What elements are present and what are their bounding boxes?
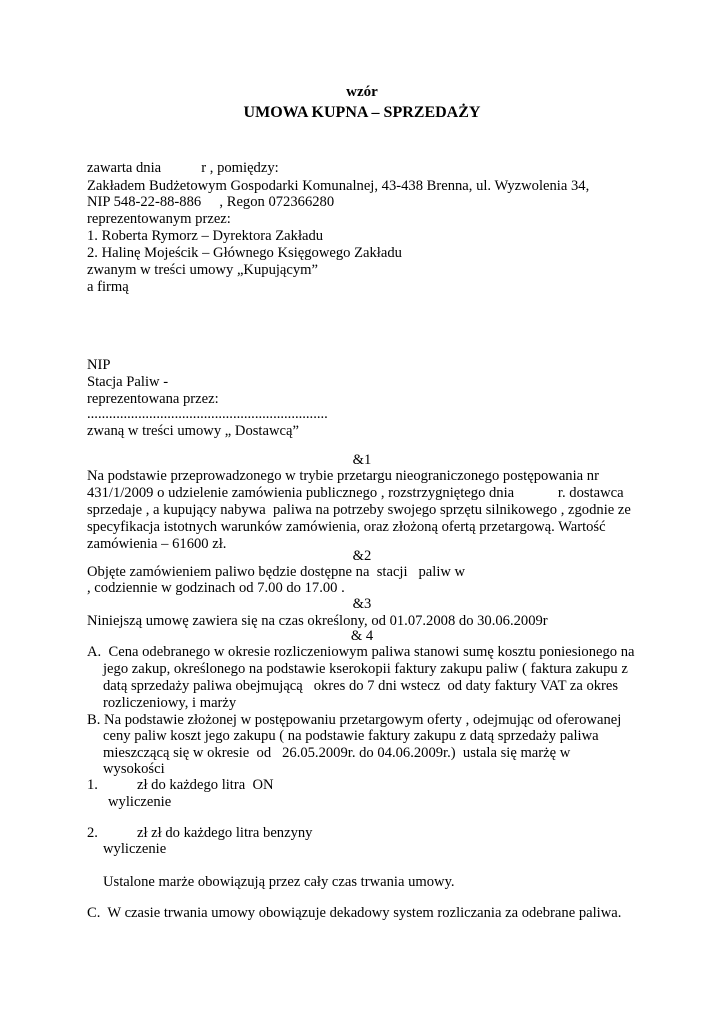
and-company-line: a firmą	[87, 279, 129, 295]
section-1-line: Na podstawie przeprowadzonego w trybie przetargu nieograniczonego postępowania nr	[87, 468, 599, 484]
point-a-line: A. Cena odebranego w okresie rozliczeniowym paliwa stanowi sumę kosztu poniesionego na	[87, 644, 635, 660]
point-a-line: jego zakup, określonego na podstawie kserokopii faktury zakupu paliw ( faktura zakupu z	[103, 661, 628, 677]
section-2-heading: &2	[352, 548, 372, 564]
point-b-line: ceny paliw koszt jego zakupu ( na podstawie faktury zakupu z datą sprzedaży paliwa	[103, 728, 599, 744]
margins-note: Ustalone marże obowiązują przez cały czas trwania umowy.	[103, 874, 455, 890]
point-b-line: B. Na podstawie złożonej w postępowaniu przetargowym oferty , odejmując od oferowanej	[87, 712, 622, 728]
representative-1: 1. Roberta Rymorz – Dyrektora Zakładu	[87, 228, 324, 244]
point-c-line: C. W czasie trwania umowy obowiązuje dekadowy system rozliczania za odebrane paliwa.	[87, 905, 622, 921]
supplier-station-line: Stacja Paliw -	[87, 374, 169, 390]
point-b-line: wysokości	[103, 761, 165, 777]
item-1-number: 1.	[87, 777, 98, 793]
item-1-text: zł do każdego litra ON	[137, 777, 274, 793]
section-1-heading: &1	[352, 452, 372, 468]
item-1-calculation: wyliczenie	[108, 794, 172, 810]
supplier-alias-line: zwaną w treści umowy „ Dostawcą”	[87, 423, 299, 439]
supplier-represented-line: reprezentowana przez:	[87, 391, 219, 407]
buyer-ids-line: NIP 548-22-88-886 , Regon 072366280	[87, 194, 335, 210]
section-2-line: , codziennie w godzinach od 7.00 do 17.00 .	[87, 580, 345, 596]
item-2-text: zł zł do każdego litra benzyny	[137, 825, 313, 841]
document-title: UMOWA KUPNA – SPRZEDAŻY	[243, 104, 481, 121]
section-3-heading: &3	[352, 596, 372, 612]
section-1-line: 431/1/2009 o udzielenie zamówienia publicznego , rozstrzygniętego dnia r. dostawca	[87, 485, 624, 501]
buyer-alias-line: zwanym w treści umowy „Kupującym”	[87, 262, 318, 278]
item-2-calculation: wyliczenie	[103, 841, 167, 857]
section-1-line: sprzedaje , a kupujący nabywa paliwa na potrzeby swojego sprzętu silnikowego , zgodnie ze	[87, 502, 631, 518]
document-label: wzór	[346, 84, 378, 100]
point-b-line: mieszczącą się w okresie od 26.05.2009r. do 04.06.2009r.) ustala się marżę w	[103, 745, 571, 761]
buyer-address-line: Zakładem Budżetowym Gospodarki Komunalnej, 43-438 Brenna, ul. Wyzwolenia 34,	[87, 178, 590, 194]
section-1-line: zamówienia – 61600 zł.	[87, 536, 227, 552]
point-a-line: datą sprzedaży paliwa obejmującą okres do 7 dni wstecz od daty faktury VAT za okres	[103, 678, 619, 694]
representative-2: 2. Halinę Mojeścik – Głównego Księgowego Zakładu	[87, 245, 402, 261]
represented-by-line: reprezentowanym przez:	[87, 211, 231, 227]
supplier-dotted-line: ..................................................................	[87, 406, 328, 422]
section-1-line: specyfikacja istotnych warunków zamówienia, oraz złożoną ofertą przetargową. Wartość	[87, 519, 606, 535]
item-2-number: 2.	[87, 825, 98, 841]
section-4-heading: & 4	[350, 628, 374, 644]
contract-date-line: zawarta dnia r , pomiędzy:	[87, 160, 279, 176]
section-3-line: Niniejszą umowę zawiera się na czas określony, od 01.07.2008 do 30.06.2009r	[87, 613, 548, 629]
supplier-nip-line: NIP	[87, 357, 111, 373]
section-2-line: Objęte zamówieniem paliwo będzie dostępne na stacji paliw w	[87, 564, 466, 580]
point-a-line: rozliczeniowy, i marży	[103, 695, 237, 711]
